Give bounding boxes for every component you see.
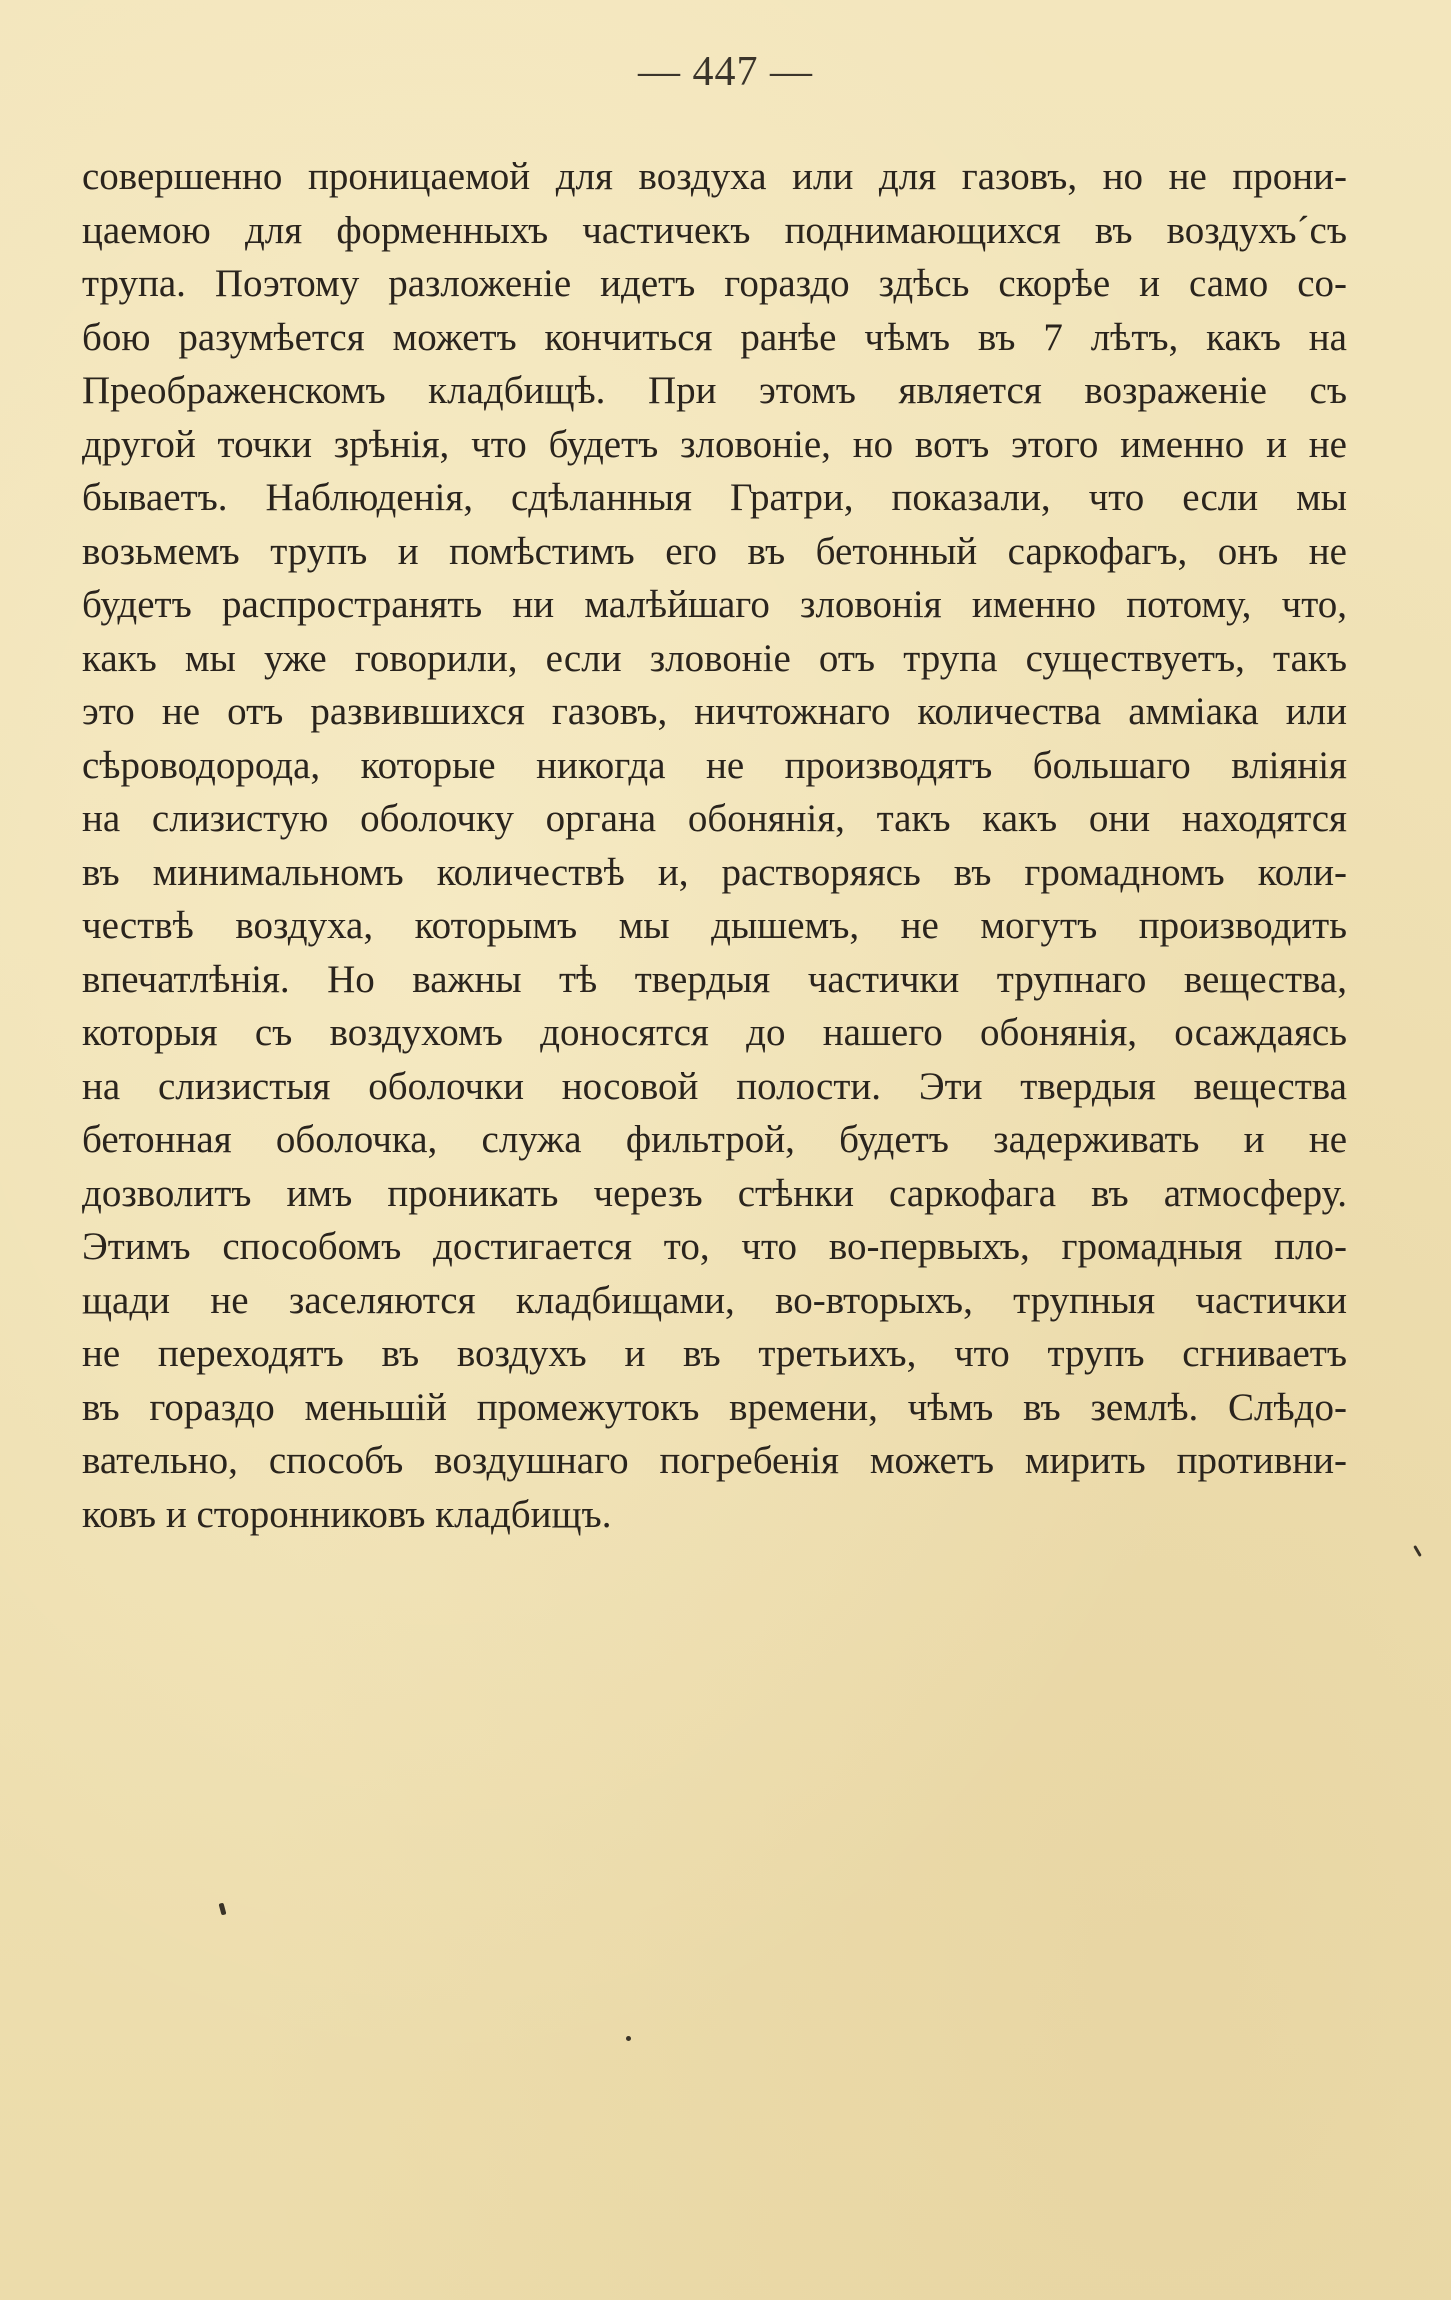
text-line: впечатлѣнiя. Но важны тѣ твердыя частички трупнаго вещества,	[82, 957, 1347, 1001]
text-line: Преображенскомъ кладбищѣ. При этомъ является возраженiе съ	[82, 369, 1347, 412]
text-line: которыя съ воздухомъ доносятся до нашего обонянiя, осаждаясь	[82, 1011, 1347, 1054]
body-text	[82, 150, 1347, 1541]
text-line: на слизистыя оболочки носовой полости. Эти твердыя вещества	[82, 1064, 1347, 1108]
text-line: щади не заселяются кладбищами, во-вторыхъ, трупныя частички	[82, 1278, 1347, 1322]
text-line: возьмемъ трупъ и помѣстимъ его въ бетонный саркофагъ, онъ не	[82, 529, 1347, 573]
text-line-last: ковъ и сторонниковъ кладбищъ.	[82, 1492, 612, 1536]
text-line: совершенно проницаемой для воздуха или для газовъ, но не прони-	[82, 155, 1347, 198]
text-line: другой точки зрѣнiя, что будетъ зловонiе, но вотъ этого именно и не	[82, 422, 1347, 466]
text-line: не переходятъ въ воздухъ и въ третьихъ, что трупъ сгниваетъ	[82, 1332, 1347, 1375]
text-line: бою разумѣется можетъ кончиться ранѣе чѣмъ въ 7 лѣтъ, какъ на	[82, 315, 1347, 359]
text-line: дозволитъ имъ проникать черезъ стѣнки саркофага въ атмосферу.	[82, 1171, 1347, 1215]
text-line: бетонная оболочка, служа фильтрой, будетъ задерживать и не	[82, 1118, 1347, 1161]
text-line: бываетъ. Наблюденiя, сдѣланныя Гратри, показали, что если мы	[82, 476, 1347, 519]
text-line: на слизистую оболочку органа обонянiя, такъ какъ они находятся	[82, 797, 1347, 840]
ink-speck	[219, 1903, 227, 1916]
text-line: Этимъ способомъ достигается то, что во-первыхъ, громадныя пло-	[82, 1225, 1347, 1268]
text-line: какъ мы уже говорили, если зловонiе отъ трупа существуетъ, такъ	[82, 636, 1347, 680]
page-number: — 447 —	[638, 49, 813, 95]
text-line: сѣроводорода, которые никогда не производятъ большаго влiянiя	[82, 743, 1347, 787]
ink-speck	[626, 2036, 631, 2041]
ink-speck	[1413, 1545, 1422, 1557]
text-line: трупа. Поэтому разложенiе идетъ гораздо здѣсь скорѣе и само со-	[82, 262, 1347, 305]
text-line: въ минимальномъ количествѣ и, растворяясь въ громадномъ коли-	[82, 850, 1347, 894]
text-line: чествѣ воздуха, которымъ мы дышемъ, не могутъ производить	[82, 904, 1347, 947]
text-line: въ гораздо меньшiй промежутокъ времени, чѣмъ въ землѣ. Слѣдо-	[82, 1385, 1347, 1429]
text-line: это не отъ развившихся газовъ, ничтожнаго количества амміака или	[82, 690, 1347, 733]
text-line: будетъ распространять ни малѣйшаго зловонiя именно потому, что,	[82, 583, 1347, 626]
text-line: цаемою для форменныхъ частичекъ поднимающихся въ воздухъ´съ	[82, 208, 1347, 252]
text-line: вательно, способъ воздушнаго погребенiя можетъ мирить противни-	[82, 1439, 1347, 1482]
